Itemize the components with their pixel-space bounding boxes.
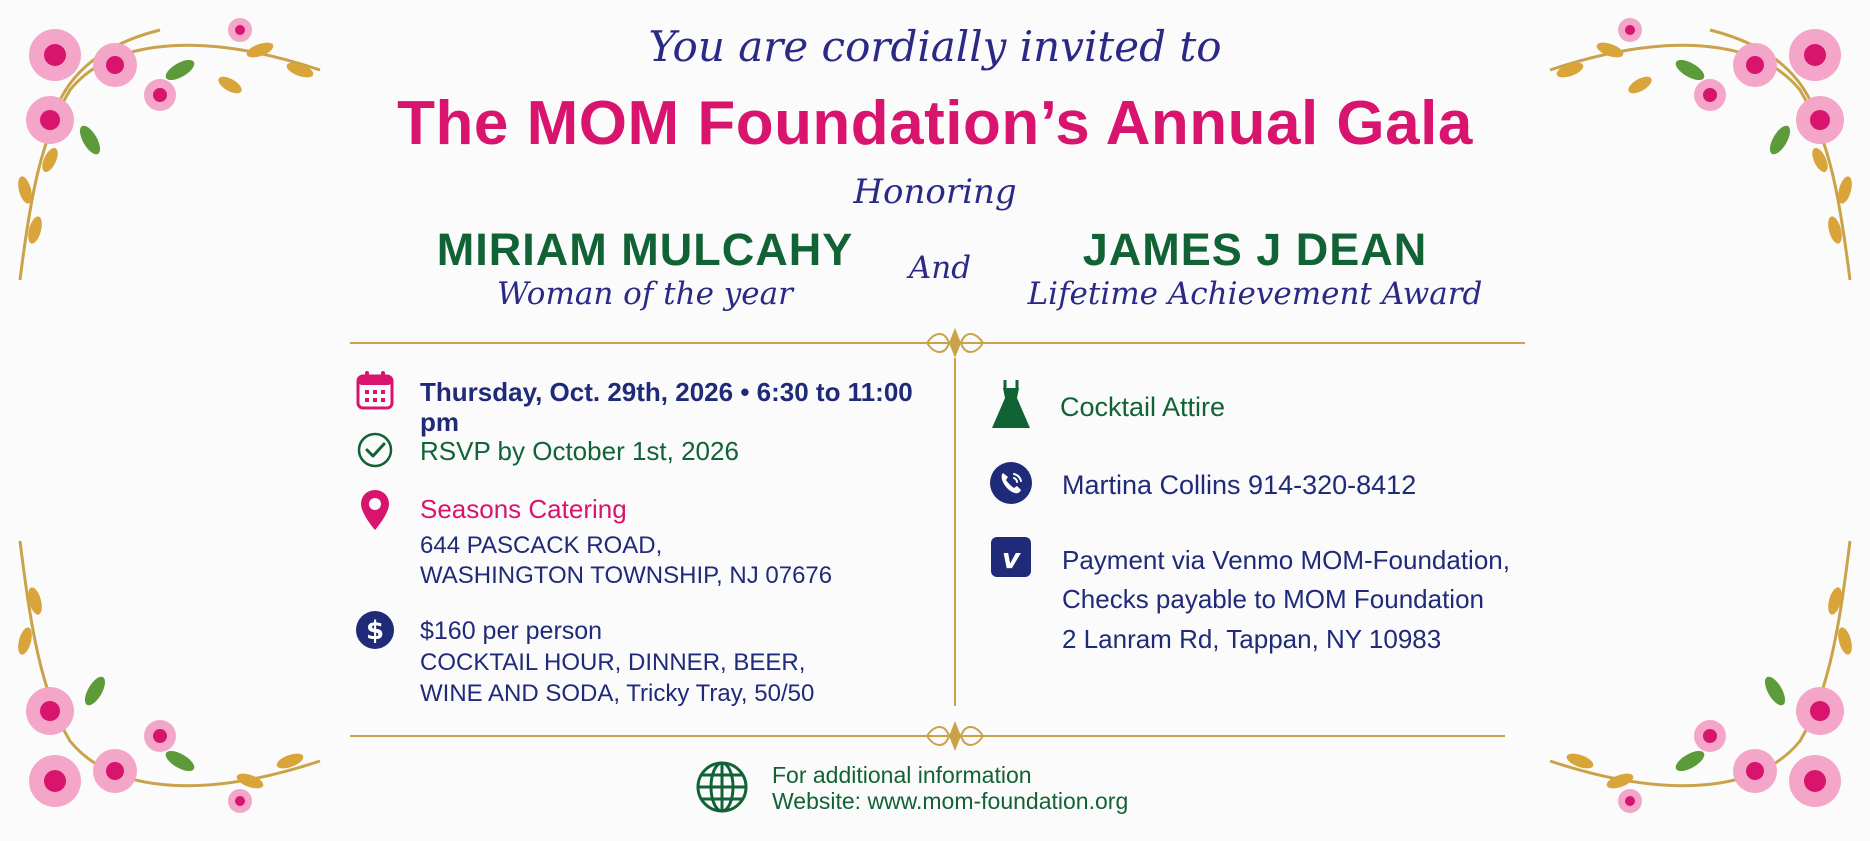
payment-line-3: 2 Lanram Rd, Tappan, NY 10983: [1062, 624, 1442, 654]
honoree-award-2: Lifetime Achievement Award: [1027, 276, 1483, 312]
and-word: And: [908, 250, 972, 286]
payment-line-2: Checks payable to MOM Foundation: [1062, 584, 1484, 614]
includes-line-1: COCKTAIL HOUR, DINNER, BEER,: [420, 649, 806, 676]
floral-corner-bottom-right: [1540, 520, 1870, 841]
event-date-time: [420, 377, 940, 437]
globe-icon: [695, 760, 749, 814]
payment-line-1: Payment via Venmo MOM-Foundation,: [1062, 545, 1510, 575]
honoree-name-1: MIRIAM MULCAHY: [436, 224, 854, 275]
bottom-divider-ornament: [925, 719, 985, 753]
includes-line-2: WINE AND SODA, Tricky Tray, 50/50: [420, 680, 815, 707]
map-pin-icon: [359, 488, 391, 532]
dress-icon: [990, 378, 1032, 430]
venue-address-line-1: 644 PASCACK ROAD,: [420, 532, 663, 559]
honoree-award-1: Woman of the year: [497, 276, 793, 312]
honoree-name-2: JAMES J DEAN: [1082, 224, 1428, 275]
phone-icon: [989, 461, 1033, 505]
gala-title: The MOM Foundation’s Annual Gala: [397, 89, 1473, 158]
event-time: 6:30 to 11:00 pm: [420, 377, 913, 437]
svg-text:v: v: [1001, 542, 1021, 575]
dress-code: Cocktail Attire: [1060, 392, 1226, 422]
honoring-label: Honoring: [853, 172, 1017, 212]
bullet-separator: •: [740, 377, 757, 407]
invite-line: You are cordially invited to: [648, 22, 1222, 71]
event-date: Thursday, Oct. 29th, 2026: [420, 377, 734, 407]
top-divider-ornament: [925, 326, 985, 360]
floral-corner-bottom-left: [0, 520, 330, 841]
dollar-circle-icon: [355, 610, 395, 650]
venue-address-line-2: WASHINGTON TOWNSHIP, NJ 07676: [420, 562, 833, 589]
calendar-icon: [356, 370, 394, 410]
center-divider: [954, 358, 956, 706]
check-circle-icon: [356, 431, 394, 469]
price-per-person: $160 per person: [420, 617, 603, 645]
venmo-icon: [990, 536, 1032, 578]
contact-person-phone: Martina Collins 914-320-8412: [1062, 470, 1417, 500]
venue-name: Seasons Catering: [420, 494, 627, 524]
footer-info-line: For additional information: [772, 762, 1032, 788]
rsvp-deadline: RSVP by October 1st, 2026: [420, 436, 739, 466]
svg-text:$: $: [365, 616, 385, 646]
footer-website[interactable]: Website: www.mom-foundation.org: [772, 788, 1129, 814]
